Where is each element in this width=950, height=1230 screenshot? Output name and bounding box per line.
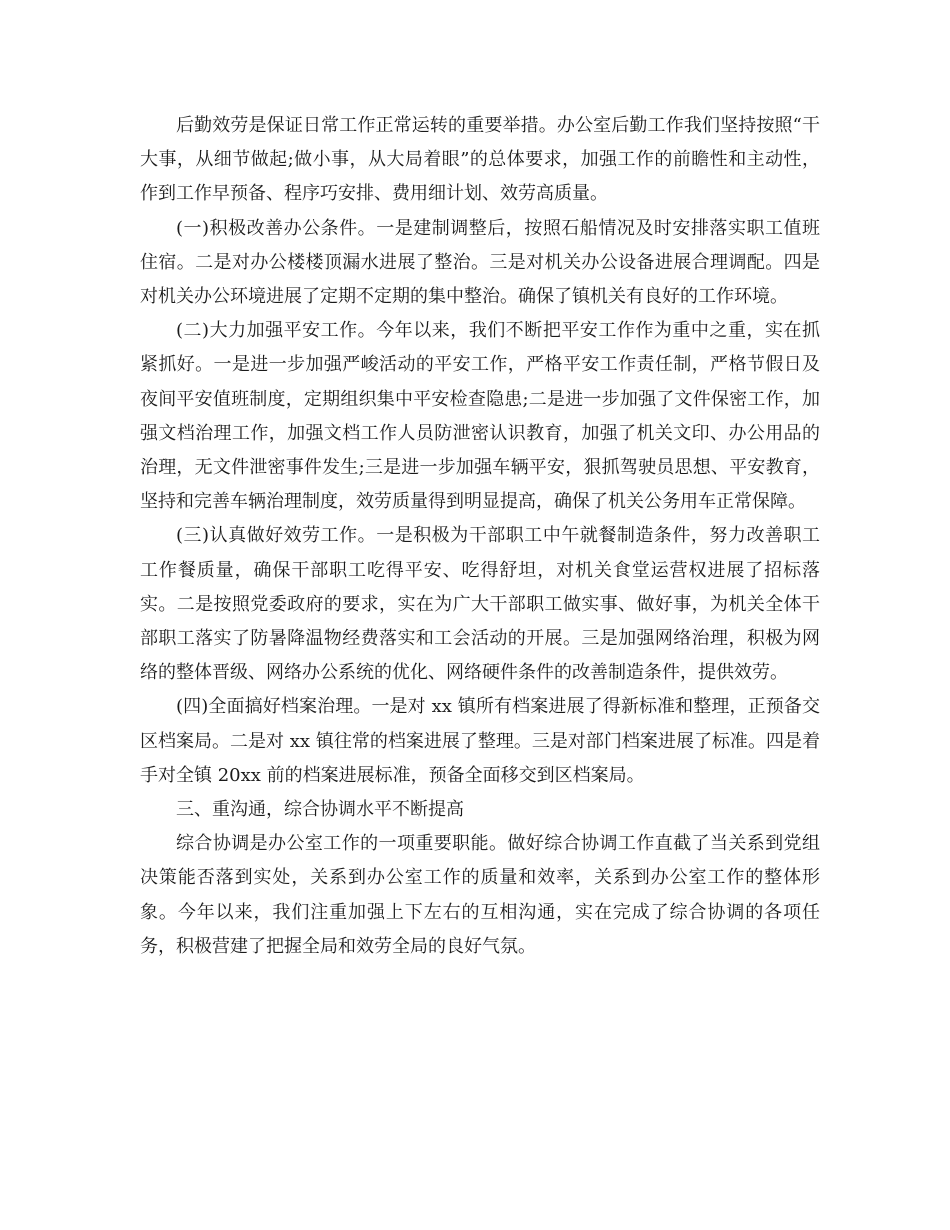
paragraph-archive-management: (四)全面搞好档案治理。一是对 xx 镇所有档案进展了得新标准和整理，正预备交区档案局。二是对 xx 镇往常的档案进展了整理。三是对部门档案进展了标准。四是着手对全镇 20xx 前的档案进展标准，预备全面移交到区档案局。 <box>140 696 820 786</box>
paragraph-coordination: 综合协调是办公室工作的一项重要职能。做好综合协调工作直截了当关系到党组决策能否落到实处，关系到办公室工作的质量和效率，关系到办公室工作的整体形象。今年以来，我们注重加强上下左右的互相沟通，实在完成了综合协调的各项任务，积极营建了把握全局和效劳全局的良好气氛。 <box>140 833 820 957</box>
paragraph-logistics-intro: 后勤效劳是保证日常工作正常运转的重要举措。办公室后勤工作我们坚持按照“干大事，从细节做起;做小事，从大局着眼”的总体要求，加强工作的前瞻性和主动性，作到工作早预备、程序巧安排、费用细计划、效劳高质量。 <box>140 115 820 205</box>
document-body <box>140 109 820 964</box>
paragraph-safety-work: (二)大力加强平安工作。今年以来，我们不断把平安工作作为重中之重，实在抓紧抓好。一是进一步加强严峻活动的平安工作，严格平安工作责任制，严格节假日及夜间平安值班制度，定期组织集中平安检查隐患;二是进一步加强了文件保密工作，加强文档治理工作，加强文档工作人员防泄密认识教育，加强了机关文印、办公用品的治理，无文件泄密事件发生;三是进一步加强车辆平安，狠抓驾驶员思想、平安教育，坚持和完善车辆治理制度，效劳质量得到明显提高，确保了机关公务用车正常保障。 <box>140 320 820 513</box>
paragraph-office-conditions: (一)积极改善办公条件。一是建制调整后，按照石船情况及时安排落实职工值班住宿。二是对办公楼楼顶漏水进展了整治。三是对机关办公设备进展合理调配。四是对机关办公环境进展了定期不定期的集中整治。确保了镇机关有良好的工作环境。 <box>140 217 820 308</box>
section-heading-communication: 三、重沟通，综合协调水平不断提高 <box>176 799 464 821</box>
paragraph-service-work: (三)认真做好效劳工作。一是积极为干部职工中午就餐制造条件，努力改善职工工作餐质量，确保干部职工吃得平安、吃得舒坦，对机关食堂运营权进展了招标落实。二是按照党委政府的要求，实在为广大干部职工做实事、做好事，为机关全体干部职工落实了防暑降温物经费落实和工会活动的开展。三是加强网络治理，积极为网络的整体晋级、网络办公系统的优化、网络硬件条件的改善制造条件，提供效劳。 <box>140 525 820 684</box>
